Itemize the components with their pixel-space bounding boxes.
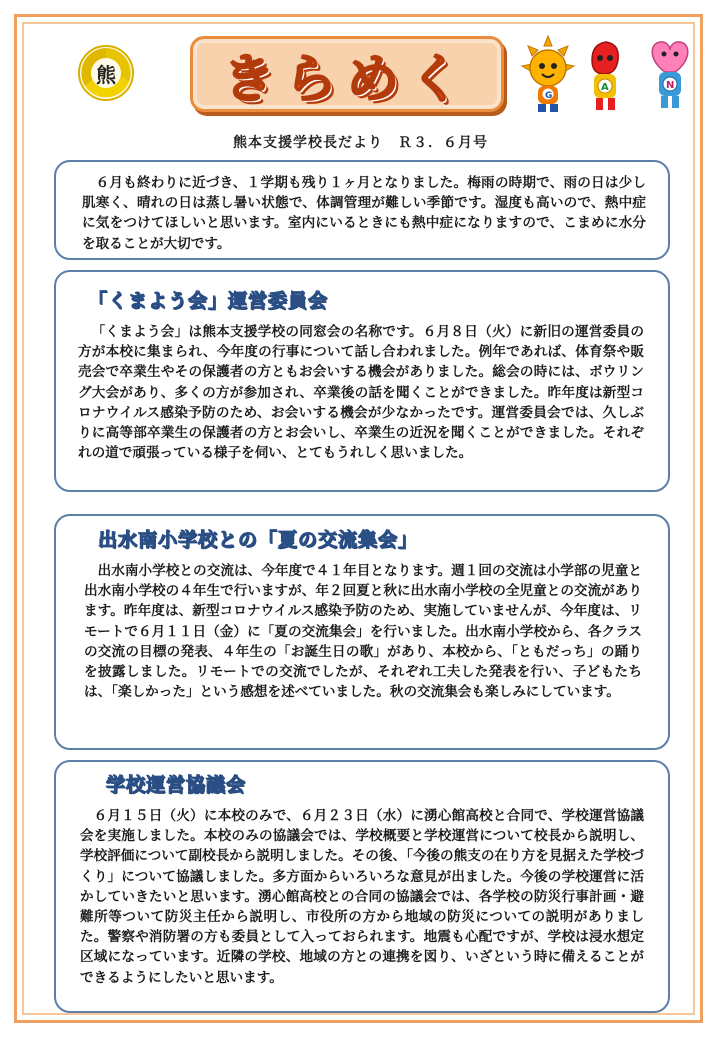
intro-box [54, 160, 670, 260]
section-body: ６月１５日（火）に本校のみで、６月２３日（水）に湧心館高校と合同で、学校運営協議会を実施しました。本校のみの協議会では、学校概要と学校運営について校長から説明し、学校評価について副校長から説明しました。その後、「今後の熊支の在り方を見据えた学校づくり」について協議しました。多方面からいろいろな意見が出ました。今後の学校運営に活かしていきたいと思います。湧心館高校との合同の協議会では、各学校の防災行事計画・避難所等ついて防災主任から説明し、市役所の方から地域の防災についての説明がありました。警察や消防署の方も委員として入っておられます。地震も心配ですが、学校は浸水想定区域になっています。近隣の学校、地域の方との連携を図り、いざという時に備えることができるようにしたいと思います。 [80, 808, 644, 986]
section-body: 出水南小学校との交流は、今年度で４１年目となります。週１回の交流は小学部の児童と出水南小学校の４年生で行いますが、年２回夏と秋に出水南小学校の全児童との交流があります。昨年度は、新型コロナウイルス感染予防のため、実施していませんが、今年度は、リモートで６月１１日（金）に「夏の交流集会」を行いました。出水南小学校から、各クラスの交流の目標の発表、４年生の「お誕生日の歌」があり、本校から、「ともだっち」の踊りを披露しました。リモートでの交流でしたが、それぞれ工夫した発表を行い、子どもたちは、「楽しかった」という感想を述べていました。秋の交流集会も楽しみにしています。 [84, 563, 642, 701]
sun-mascot-icon [522, 36, 574, 112]
section-body: 「くまよう会」は熊本支援学校の同窓会の名称です。６月８日（火）に新旧の運営委員の方が本校に集まられ、今年度の行事について話し合われました。例年であれば、体育祭や販売会で卒業生やその保護者の方ともお会いする機会がありました。総会の時には、ボウリング大会があり、多くの方が参加され、卒業後の話を聞くことができました。昨年度は新型コロナウイルス感染予防のため、お会いする機会が少なかったです。運営委員会では、久しぶりに高等部卒業生の保護者の方とお会いし、卒業生の近況を聞くことができました。それぞれの道で頑張っている様子を伺い、とてもうれしく思いました。 [78, 324, 644, 462]
newsletter-title-plate [190, 36, 504, 112]
school-logo [77, 44, 135, 102]
newsletter-title: きらめく [222, 49, 471, 110]
mascot-letter-n: N [666, 80, 675, 91]
newsletter-subtitle: 熊本支援学校長だより Ｒ３．６月号 [233, 135, 488, 151]
section-heading: 「くまよう会」運営委員会 [88, 290, 329, 312]
section-kumayoukai [54, 270, 670, 492]
section-school-council [54, 760, 670, 1013]
tomato-mascot-icon [592, 42, 618, 110]
intro-text: ６月も終わりに近づき、１学期も残り１ヶ月となりました。梅雨の時期で、雨の日は少し肌寒く、晴れの日は蒸し暑い状態で、体調管理が難しい季節です。湿度も高いので、熱中症に気をつけてほしいと思います。室内にいるときにも熱中症になりますので、こまめに水分を取ることが大切です。 [82, 175, 646, 252]
section-heading: 学校運営協議会 [106, 774, 247, 796]
logo-character: 熊 [96, 62, 116, 87]
heart-mascot-icon [652, 42, 688, 108]
mascot-letter-a: A [601, 82, 609, 93]
section-summer-exchange [54, 514, 670, 750]
mascot-illustrations [520, 34, 700, 116]
section-heading: 出水南小学校との「夏の交流集会」 [98, 529, 419, 551]
mascot-letter-g: G [545, 91, 553, 101]
